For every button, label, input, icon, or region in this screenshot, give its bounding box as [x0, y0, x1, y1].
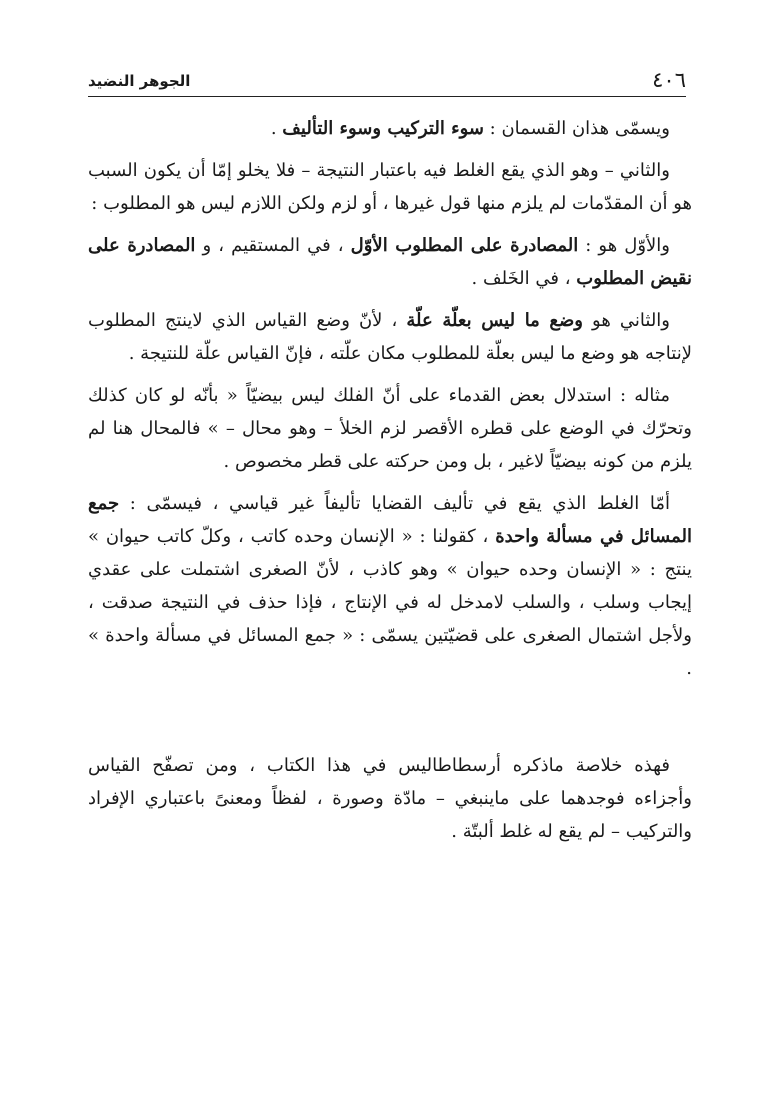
body-text	[88, 112, 692, 857]
term-bad-composition: سوء التركيب وسوء التأليف	[282, 118, 484, 139]
paragraph-begging-question: والأوّل هو : المصادرة على المطلوب الأوّل ، في المستقيم ، و المصادرة على نقيض المطلوب ، في الخَلف .	[88, 235, 692, 289]
paragraph-false-cause: والثاني هو وضع ما ليس بعلّة علّة ، لأنّ وضع القياس الذي لاينتج المطلوب لإنتاجه هو وضع ما ليس بعلّة للمطلوب مكان علّته ، فإنّ القياس علّة للنتيجة .	[88, 310, 692, 364]
term-begging-contrary: المصادرة على نقيض المطلوب	[88, 235, 692, 289]
paragraph-many-questions: أمّا الغلط الذي يقع في تأليف القضايا تأليفاً غير قياسي ، فيسمّى : جمع المسائل في مسألة واحدة ، كقولنا : « الإنسان وحده كاتب ، وكلّ كاتب حيوان » ينتج : « الإنسان وحده حيوان » وهو كاذب ، لأنّ الصغرى اشتملت على عقدي إيجاب وسلب ، والسلب لامدخل له في الإنتاج ، فإذا حذف في النتيجة صدقت ، ولأجل اشتمال الصغرى على قضيّتين يسمّى : « جمع المسائل في مسألة واحدة » .	[88, 493, 692, 679]
paragraph-summary: فهذه خلاصة ماذكره أرسطاطاليس في هذا الكتاب ، ومن تصفّح القياس وأجزاءه فوجدهما على ماينبغي – مادّة وصورة ، لفظاً ومعنىً باعتباري الإفراد والتركيب – لم يقع له غلط ألبتّة .	[88, 755, 692, 842]
paragraph-example: مثاله : استدلال بعض القدماء على أنّ الفلك ليس بيضيّاً « بأنّه لو كان كذلك وتحرّك في الوضع على قطره الأقصر لزم الخلأ – وهو محال – » فالمحال هنا لم يلزم من كونه بيضيّاً لاغير ، بل ومن حركته على قطر مخصوص .	[88, 385, 692, 472]
term-many-questions: جمع المسائل في مسألة واحدة	[88, 493, 692, 547]
term-begging-question: المصادرة على المطلوب الأوّل	[350, 235, 579, 256]
paragraph-conclusion-errors: والثاني – وهو الذي يقع الغلط فيه باعتبار النتيجة – فلا يخلو إمّا أن يكون السبب هو أن المقدّمات لم يلزم منها قول غيرها ، أو لزم ولكن اللازم ليس هو المطلوب :	[88, 160, 692, 214]
page-number: ٤٠٦	[652, 68, 686, 92]
running-title: الجوهر النضيد	[88, 72, 191, 90]
page-header	[88, 66, 686, 97]
paragraph-naming-errors: ويسمّى هذان القسمان : سوء التركيب وسوء التأليف .	[270, 118, 670, 139]
term-false-cause: وضع ما ليس بعلّة علّة	[406, 310, 583, 331]
